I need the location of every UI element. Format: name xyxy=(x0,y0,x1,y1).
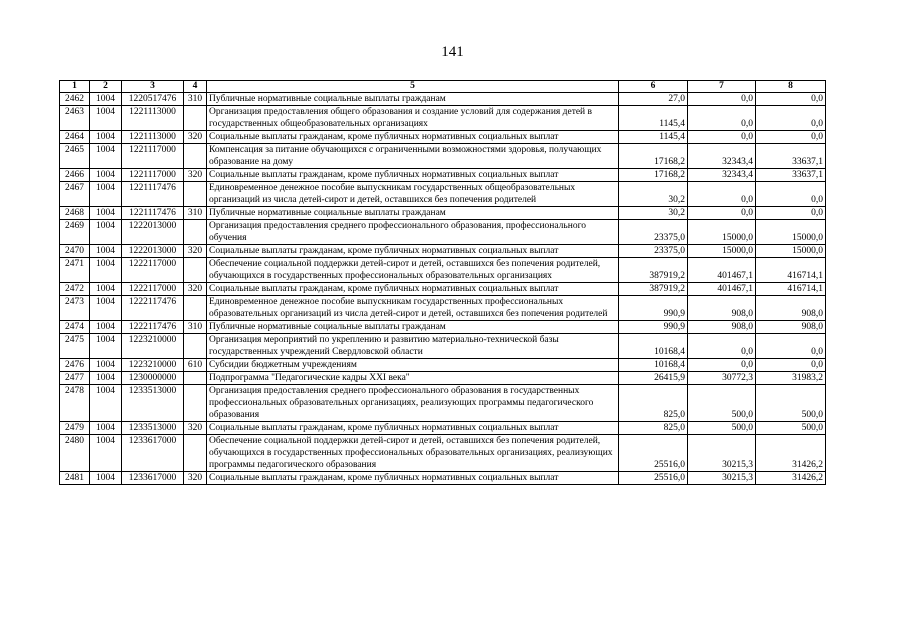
table-row xyxy=(60,169,826,182)
amount-2021-cell: 15000,0 xyxy=(756,245,826,258)
row-number-cell: 2465 xyxy=(60,144,90,169)
section-code-cell: 1004 xyxy=(90,422,122,435)
description-cell: Социальные выплаты гражданам, кроме публичных нормативных социальных выплат xyxy=(207,283,619,296)
expense-type-cell: 320 xyxy=(184,169,207,182)
amount-2020-cell: 401467,1 xyxy=(688,283,756,296)
row-number-cell: 2474 xyxy=(60,321,90,334)
description-cell: Организация предоставления среднего профессионального образования в государственных профессиональных образовательных организациях, реализующих программы педагогического образования xyxy=(207,385,619,422)
expense-type-cell: 320 xyxy=(184,422,207,435)
description-cell: Публичные нормативные социальные выплаты гражданам xyxy=(207,321,619,334)
target-code-cell: 1233617000 xyxy=(122,472,184,485)
target-code-cell: 1222117476 xyxy=(122,296,184,321)
amount-2020-cell: 32343,4 xyxy=(688,144,756,169)
row-number-cell: 2480 xyxy=(60,435,90,472)
table-body xyxy=(60,93,826,485)
description-cell: Организация предоставления общего образования и создание условий для содержания детей в государственных общеобразовательных организациях xyxy=(207,106,619,131)
amount-2019-cell: 990,9 xyxy=(619,321,688,334)
table-row xyxy=(60,144,826,169)
amount-2019-cell: 30,2 xyxy=(619,182,688,207)
row-number-cell: 2469 xyxy=(60,220,90,245)
section-code-cell: 1004 xyxy=(90,106,122,131)
description-cell: Обеспечение социальной поддержки детей-сирот и детей, оставшихся без попечения родителей, обучающихся в государственных профессиональных образовательных организациях xyxy=(207,258,619,283)
amount-2021-cell: 416714,1 xyxy=(756,258,826,283)
amount-2021-cell: 416714,1 xyxy=(756,283,826,296)
amount-2021-cell: 0,0 xyxy=(756,182,826,207)
expense-type-cell xyxy=(184,144,207,169)
section-code-cell: 1004 xyxy=(90,321,122,334)
table-row xyxy=(60,321,826,334)
section-code-cell: 1004 xyxy=(90,207,122,220)
amount-2021-cell: 908,0 xyxy=(756,321,826,334)
expense-type-cell: 320 xyxy=(184,245,207,258)
amount-2020-cell: 32343,4 xyxy=(688,169,756,182)
amount-2021-cell: 0,0 xyxy=(756,207,826,220)
expense-type-cell xyxy=(184,385,207,422)
column-header-3: 3 xyxy=(122,81,184,93)
section-code-cell: 1004 xyxy=(90,296,122,321)
row-number-cell: 2471 xyxy=(60,258,90,283)
expense-type-cell xyxy=(184,296,207,321)
target-code-cell: 1221117000 xyxy=(122,144,184,169)
amount-2020-cell: 0,0 xyxy=(688,334,756,359)
row-number-cell: 2475 xyxy=(60,334,90,359)
amount-2021-cell: 31426,2 xyxy=(756,435,826,472)
row-number-cell: 2478 xyxy=(60,385,90,422)
amount-2020-cell: 15000,0 xyxy=(688,220,756,245)
target-code-cell: 1221113000 xyxy=(122,106,184,131)
table-row xyxy=(60,359,826,372)
description-cell: Социальные выплаты гражданам, кроме публичных нормативных социальных выплат xyxy=(207,131,619,144)
amount-2020-cell: 0,0 xyxy=(688,93,756,106)
amount-2020-cell: 500,0 xyxy=(688,385,756,422)
section-code-cell: 1004 xyxy=(90,258,122,283)
section-code-cell: 1004 xyxy=(90,182,122,207)
target-code-cell: 1221117000 xyxy=(122,169,184,182)
expense-type-cell xyxy=(184,435,207,472)
amount-2021-cell: 0,0 xyxy=(756,93,826,106)
amount-2019-cell: 10168,4 xyxy=(619,334,688,359)
amount-2019-cell: 10168,4 xyxy=(619,359,688,372)
table-row xyxy=(60,334,826,359)
section-code-cell: 1004 xyxy=(90,372,122,385)
target-code-cell: 1221117476 xyxy=(122,182,184,207)
target-code-cell: 1233513000 xyxy=(122,385,184,422)
section-code-cell: 1004 xyxy=(90,93,122,106)
target-code-cell: 1222117000 xyxy=(122,258,184,283)
description-cell: Организация мероприятий по укреплению и развитию материально-технической базы государственных учреждений Свердловской области xyxy=(207,334,619,359)
section-code-cell: 1004 xyxy=(90,472,122,485)
target-code-cell: 1221117476 xyxy=(122,207,184,220)
column-header-8: 8 xyxy=(756,81,826,93)
description-cell: Единовременное денежное пособие выпускникам государственных общеобразовательных организаций из числа детей-сирот и детей, оставшихся без попечения родителей xyxy=(207,182,619,207)
row-number-cell: 2462 xyxy=(60,93,90,106)
section-code-cell: 1004 xyxy=(90,359,122,372)
amount-2019-cell: 23375,0 xyxy=(619,220,688,245)
amount-2020-cell: 500,0 xyxy=(688,422,756,435)
amount-2021-cell: 500,0 xyxy=(756,385,826,422)
amount-2019-cell: 27,0 xyxy=(619,93,688,106)
amount-2020-cell: 908,0 xyxy=(688,296,756,321)
amount-2020-cell: 908,0 xyxy=(688,321,756,334)
amount-2019-cell: 387919,2 xyxy=(619,283,688,296)
table-row xyxy=(60,258,826,283)
amount-2021-cell: 908,0 xyxy=(756,296,826,321)
row-number-cell: 2470 xyxy=(60,245,90,258)
amount-2020-cell: 0,0 xyxy=(688,182,756,207)
description-cell: Социальные выплаты гражданам, кроме публичных нормативных социальных выплат xyxy=(207,245,619,258)
row-number-cell: 2466 xyxy=(60,169,90,182)
table-row xyxy=(60,283,826,296)
amount-2019-cell: 1145,4 xyxy=(619,131,688,144)
table-row xyxy=(60,93,826,106)
amount-2019-cell: 17168,2 xyxy=(619,144,688,169)
amount-2019-cell: 825,0 xyxy=(619,385,688,422)
column-header-2: 2 xyxy=(90,81,122,93)
description-cell: Обеспечение социальной поддержки детей-сирот и детей, оставшихся без попечения родителей, обучающихся в государственных профессиональных образовательных организациях, реализующих программы педагогического образования xyxy=(207,435,619,472)
expense-type-cell xyxy=(184,106,207,131)
table-row xyxy=(60,472,826,485)
row-number-cell: 2481 xyxy=(60,472,90,485)
expense-type-cell: 310 xyxy=(184,207,207,220)
column-header-6: 6 xyxy=(619,81,688,93)
amount-2020-cell: 30215,3 xyxy=(688,472,756,485)
amount-2019-cell: 825,0 xyxy=(619,422,688,435)
amount-2021-cell: 0,0 xyxy=(756,334,826,359)
description-cell: Единовременное денежное пособие выпускникам государственных профессиональных образовательных организаций из числа детей-сирот и детей, оставшихся без попечения родителей xyxy=(207,296,619,321)
target-code-cell: 1221113000 xyxy=(122,131,184,144)
amount-2019-cell: 17168,2 xyxy=(619,169,688,182)
description-cell: Социальные выплаты гражданам, кроме публичных нормативных социальных выплат xyxy=(207,422,619,435)
amount-2019-cell: 30,2 xyxy=(619,207,688,220)
expense-type-cell xyxy=(184,372,207,385)
target-code-cell: 1233617000 xyxy=(122,435,184,472)
column-header-1: 1 xyxy=(60,81,90,93)
section-code-cell: 1004 xyxy=(90,245,122,258)
description-cell: Публичные нормативные социальные выплаты гражданам xyxy=(207,93,619,106)
row-number-cell: 2463 xyxy=(60,106,90,131)
table-row xyxy=(60,106,826,131)
header-row xyxy=(60,81,826,93)
amount-2021-cell: 15000,0 xyxy=(756,220,826,245)
target-code-cell: 1222117476 xyxy=(122,321,184,334)
page-number: 141 xyxy=(441,44,464,60)
column-header-5: 5 xyxy=(207,81,619,93)
expense-type-cell xyxy=(184,258,207,283)
table-row xyxy=(60,372,826,385)
target-code-cell: 1223210000 xyxy=(122,359,184,372)
table-row xyxy=(60,131,826,144)
row-number-cell: 2477 xyxy=(60,372,90,385)
row-number-cell: 2479 xyxy=(60,422,90,435)
amount-2019-cell: 26415,9 xyxy=(619,372,688,385)
section-code-cell: 1004 xyxy=(90,169,122,182)
amount-2020-cell: 30215,3 xyxy=(688,435,756,472)
column-header-7: 7 xyxy=(688,81,756,93)
table-row xyxy=(60,385,826,422)
description-cell: Компенсация за питание обучающихся с ограниченными возможностями здоровья, получающих образование на дому xyxy=(207,144,619,169)
expense-type-cell xyxy=(184,220,207,245)
amount-2020-cell: 0,0 xyxy=(688,359,756,372)
amount-2020-cell: 15000,0 xyxy=(688,245,756,258)
amount-2021-cell: 33637,1 xyxy=(756,144,826,169)
section-code-cell: 1004 xyxy=(90,334,122,359)
amount-2021-cell: 31426,2 xyxy=(756,472,826,485)
amount-2019-cell: 23375,0 xyxy=(619,245,688,258)
table-row xyxy=(60,220,826,245)
amount-2021-cell: 33637,1 xyxy=(756,169,826,182)
description-cell: Субсидии бюджетным учреждениям xyxy=(207,359,619,372)
expense-type-cell: 610 xyxy=(184,359,207,372)
expense-type-cell: 320 xyxy=(184,283,207,296)
row-number-cell: 2464 xyxy=(60,131,90,144)
table-row xyxy=(60,422,826,435)
target-code-cell: 1230000000 xyxy=(122,372,184,385)
section-code-cell: 1004 xyxy=(90,435,122,472)
row-number-cell: 2476 xyxy=(60,359,90,372)
amount-2021-cell: 500,0 xyxy=(756,422,826,435)
expense-type-cell: 320 xyxy=(184,131,207,144)
section-code-cell: 1004 xyxy=(90,144,122,169)
target-code-cell: 1223210000 xyxy=(122,334,184,359)
amount-2020-cell: 0,0 xyxy=(688,106,756,131)
expense-type-cell: 320 xyxy=(184,472,207,485)
table-row xyxy=(60,182,826,207)
target-code-cell: 1222117000 xyxy=(122,283,184,296)
expense-type-cell xyxy=(184,334,207,359)
table-row xyxy=(60,245,826,258)
amount-2019-cell: 387919,2 xyxy=(619,258,688,283)
description-cell: Публичные нормативные социальные выплаты гражданам xyxy=(207,207,619,220)
description-cell: Социальные выплаты гражданам, кроме публичных нормативных социальных выплат xyxy=(207,169,619,182)
amount-2020-cell: 30772,3 xyxy=(688,372,756,385)
amount-2020-cell: 0,0 xyxy=(688,207,756,220)
amount-2020-cell: 401467,1 xyxy=(688,258,756,283)
description-cell: Социальные выплаты гражданам, кроме публичных нормативных социальных выплат xyxy=(207,472,619,485)
amount-2021-cell: 0,0 xyxy=(756,131,826,144)
description-cell: Подпрограмма "Педагогические кадры XXI века" xyxy=(207,372,619,385)
target-code-cell: 1222013000 xyxy=(122,245,184,258)
amount-2021-cell: 0,0 xyxy=(756,106,826,131)
row-number-cell: 2472 xyxy=(60,283,90,296)
target-code-cell: 1233513000 xyxy=(122,422,184,435)
target-code-cell: 1222013000 xyxy=(122,220,184,245)
amount-2019-cell: 1145,4 xyxy=(619,106,688,131)
amount-2019-cell: 990,9 xyxy=(619,296,688,321)
row-number-cell: 2468 xyxy=(60,207,90,220)
description-cell: Организация предоставления среднего профессионального образования, профессионального обучения xyxy=(207,220,619,245)
amount-2019-cell: 25516,0 xyxy=(619,435,688,472)
amount-2021-cell: 31983,2 xyxy=(756,372,826,385)
table-row xyxy=(60,207,826,220)
table-row xyxy=(60,435,826,472)
row-number-cell: 2467 xyxy=(60,182,90,207)
amount-2021-cell: 0,0 xyxy=(756,359,826,372)
budget-table xyxy=(59,80,826,485)
section-code-cell: 1004 xyxy=(90,220,122,245)
expense-type-cell: 310 xyxy=(184,321,207,334)
row-number-cell: 2473 xyxy=(60,296,90,321)
amount-2019-cell: 25516,0 xyxy=(619,472,688,485)
column-header-4: 4 xyxy=(184,81,207,93)
target-code-cell: 1220517476 xyxy=(122,93,184,106)
section-code-cell: 1004 xyxy=(90,131,122,144)
amount-2020-cell: 0,0 xyxy=(688,131,756,144)
expense-type-cell: 310 xyxy=(184,93,207,106)
table-row xyxy=(60,296,826,321)
expense-type-cell xyxy=(184,182,207,207)
section-code-cell: 1004 xyxy=(90,283,122,296)
section-code-cell: 1004 xyxy=(90,385,122,422)
